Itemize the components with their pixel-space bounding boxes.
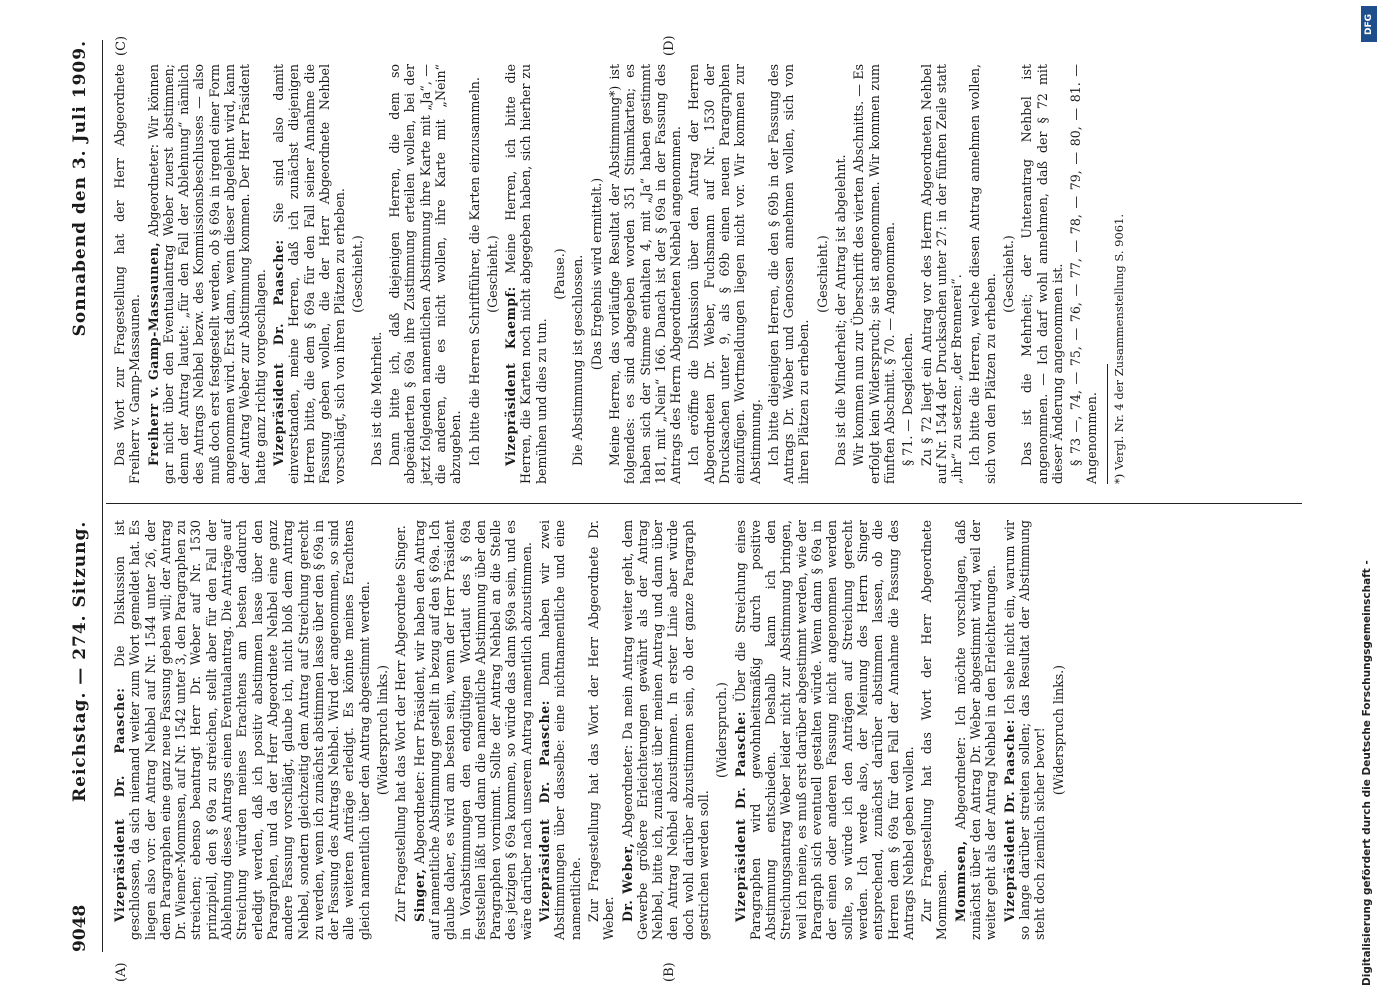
paragraph (369, 64, 384, 484)
speaker-name: Singer, (411, 868, 427, 922)
paragraph (686, 64, 762, 484)
paragraph-text: Das Wort zur Fragestellung hat der Herr Abgeordnete Freiherr v. Gamp-Massaunen. (112, 64, 143, 484)
paragraph-text: Die Diskussion ist geschlossen, da sich niemand weiter zum Wort gemeldet hat. Es liegen also vor: der Antrag Nehbel auf Nr. 1544 unter 26, der dem Paragraphen eine ganz neue Fassung geben will; der Antrag Dr. Wiemer-Mommsen, auf Nr. 1542 unter 3, den Paragraphen zu streichen; ebenso beantragt Herr Dr. Weber auf Nr. 1530 prinzipiell, den § 69a zu streichen, stellt aber für den Fall der Ablehnung dieses Antrags einen Eventualantrag. Die Anträge auf Streichung würden meines Erachtens am besten dadurch erledigt werden, daß ich positiv abstimmen lasse über den Paragraphen, und da der Herr Abgeordnete Nehbel eine ganz andere Fassung vorschlägt, glaube ich, nicht bloß dem Antrag Nehbel, sondern gleichzeitig dem Antrag auf Streichung gerecht zu werden, wenn ich zunächst abstimmen lasse über den § 69a in der Fassung des Antrags Nehbel. Wird der angenommen, so sind alle weiteren Anträge erledigt. Es könnte meines Erachtens gleich namentlich über den Antrag abgestimmt werden. (112, 520, 372, 940)
paragraph (146, 64, 268, 484)
paragraph (714, 520, 729, 940)
paragraph-text: (Widerspruch.) (714, 682, 730, 778)
paragraph-text: (Geschieht.) (484, 235, 500, 313)
paragraph (503, 64, 549, 484)
margin-mark-a: (A) (114, 962, 129, 982)
speaker-name: Vizepräsident Dr. Paasche: (1001, 719, 1017, 922)
paragraph-text: Zur Fragestellung hat das Wort der Herr Abgeordnete Singer. (393, 525, 409, 922)
paragraph (833, 64, 848, 484)
running-title-left: Reichstag. — 274. Sitzung. (70, 520, 90, 802)
paragraph (375, 520, 390, 940)
margin-mark-b: (B) (662, 962, 677, 982)
paragraph (586, 520, 617, 940)
paragraph-text: Abgeordneter: Ich möchte vorschlagen, daß zunächst über den Antrag Dr. Weber abgestimmt wird, weil der weiter geht als der Antrag Nehbel in den Erleichterungen. (952, 520, 999, 940)
paragraph-text: Abgeordneter: Herr Präsident, wir haben den Antrag auf namentliche Abstimmung gestellt in bezug auf den § 69a. Ich glaube daher, es wird am besten sein, wenn der Herr Präsident in Vorabstimmungen den endgültigen Wortlaut des § 69a feststellen läßt und dann die namentliche Abstimmung über den Paragraphen vornimmt. Sollte der Antrag Nehbel an die Stelle des jetzigen § 69a kommen, so würde das dann §69a sein, und es wäre darüber nach unserem Antrag namentlich abzustimmen. (411, 520, 534, 940)
paragraph-text: Zur Fragestellung hat das Wort der Herr Abgeordnete Mommsen. (919, 520, 950, 940)
margin-mark-d: (D) (662, 35, 677, 56)
paragraph-text: § 73 —, 74, — 75, — 76, — 77, — 78, — 79, — 80, — 81. — Angenommen. (1068, 64, 1099, 484)
paragraph-text: Über die Streichung eines Paragraphen wird gewohnheitsmäßig durch positive Abstimmung entschieden. Deshalb kann ich den Streichungsantrag Weber leider nicht zur Abstimmung bringen, weil ich meine, es muß erst darüber abgestimmt werden, wie der Paragraph sich eventuell gestalten würde. Wenn dann § 69a in der einen oder anderen Fassung nicht angenommen werden sollte, so würde ich den Anträgen auf Streichung gerecht werden. Ich werde also, der Meinung des Herrn Singer entsprechend, zunächst darüber abstimmen lassen, ob die Herren dem § 69a für den Fall der Annahme die Fassung des Antrags Nehbel geben wollen. (732, 520, 916, 940)
paragraph (589, 64, 604, 484)
footnote: *) Vergl. Nr. 4 der Zusammenstellung S. 9061. (1111, 213, 1126, 484)
paragraph-text: (Geschieht.) (1001, 235, 1017, 313)
paragraph (919, 64, 965, 484)
paragraph-text: (Widerspruch links.) (375, 664, 391, 796)
paragraph (350, 64, 365, 484)
paragraph (607, 64, 683, 484)
paragraph-text: Das ist die Mehrheit; der Unterantrag Nehbel ist angenommen. — Ich darf wohl annehmen, daß der § 72 mit dieser Änderung angenommen ist. (1019, 64, 1065, 484)
header-rule (102, 40, 103, 952)
paragraph (1002, 520, 1048, 940)
paragraph-text: Ich sehe nicht ein, warum wir so lange darüber streiten sollen; das Resultat der Abstimmung steht doch ziemlich sicher bevor! (1001, 520, 1048, 940)
paragraph (271, 64, 347, 484)
paragraph-text: Die Abstimmung ist geschlossen. (570, 254, 586, 466)
paragraph-text: (Das Ergebnis wird ermittelt.) (588, 177, 604, 371)
speaker-name: Vizepräsident Dr. Paasche: (537, 700, 553, 922)
digitization-credit: Digitalisierung gefördert durch die Deutsche Forschungsgemeinschaft - (1361, 560, 1373, 986)
speaker-name: Vizepräsident Dr. Paasche: (732, 711, 748, 922)
paragraph-text: Ich bitte die Herren, welche diesen Antrag annehmen wollen, sich von den Plätzen zu erheben. (967, 64, 998, 484)
paragraph-text: (Geschieht.) (350, 235, 366, 313)
column-divider (106, 503, 1302, 504)
paragraph (570, 64, 585, 484)
paragraph-text: Ich eröffne die Diskussion über den Antrag der Herren Abgeordneten Dr. Weber, Fuchsmann auf Nr. 1530 der Drucksachen unter 9, als § 69b einen neuen Paragraphen einzufügen. Wortmeldungen liegen nicht vor. Wir kommen zur Abstimmung. (686, 64, 763, 484)
paragraph (919, 520, 950, 940)
paragraph (552, 64, 567, 484)
paragraph (766, 64, 812, 484)
running-title-right: Sonnabend den 3. Juli 1909. (70, 40, 90, 337)
paragraph (393, 520, 408, 940)
paragraph (112, 64, 143, 484)
paragraph-text: Abgeordneter: Wir können gar nicht über den Eventualantrag Weber zuerst abstimmen; denn der Antrag lautet: „für den Fall der Ablehnung“ nämlich des Antrags Nehbel bezw. des Kommissionsbeschlusses — also muß doch erst festgestellt werden, ob § 69a in irgend einer Form angenommen wird. Erst dann, wenn dieser abgelehnt wird, kann der Antrag Weber zur Abstimmung kommen. Der Herr Präsident hatte ganz richtig vorgeschlagen. (145, 64, 268, 484)
paragraph-text: Ich bitte die Herren Schriftführer, die Karten einzusammeln. (466, 77, 482, 466)
speaker-name: Freiherr v. Gamp-Massaunen, (145, 241, 161, 466)
paragraph (967, 64, 998, 484)
paragraph (620, 520, 712, 940)
paragraph (467, 64, 482, 484)
page-number: 9048 (70, 904, 90, 952)
paragraph (387, 64, 463, 484)
paragraph-text: Abgeordneter: Da mein Antrag weiter geht, dem Gewerbe größere Erleichterungen gewährt als der Antrag Nehbel, bitte ich, zunächst über meinen Antrag und dann über den Antrag Nehbel abzustimmen. In erster Linie aber würde doch wohl darüber abzustimmen sein, ob der ganze Paragraph gestrichen werden soll. (619, 519, 711, 940)
paragraph (733, 520, 917, 940)
paragraph-text: Zu § 72 liegt ein Antrag vor des Herrn Abgeordneten Nehbel auf Nr. 1544 der Drucksachen unter 27: in der fünften Zeile statt „ihr“ zu setzen: „der Brennerei“. (918, 64, 965, 484)
footnote-rule (1107, 364, 1108, 484)
paragraph-text: Zur Fragestellung hat das Wort der Herr Abgeordnete Dr. Weber. (585, 520, 617, 940)
paragraph (851, 64, 897, 484)
paragraph-text: Wir kommen nun zur Überschrift des vierten Abschnitts. — Es erfolgt kein Widerspruch; sie ist angenommen. Wir kommen zum fünften Abschnitt. § 70. — Angenommen. (851, 64, 897, 484)
paragraph-text: Das ist die Minderheit; der Antrag ist abgelehnt. (833, 154, 849, 466)
speaker-name: Vizepräsident Dr. Paasche: (112, 687, 127, 922)
paragraph-text: Dann bitte ich, daß diejenigen Herren, die dem so abgeänderten § 69a ihre Zustimmung erteilen wollen, bei der jetzt folgenden namentlichen Abstimmung ihre Karte mit „Ja“, — die anderen, die es nicht wollen, ihre Karte mit „Nein“ abzugeben. (387, 64, 464, 484)
speaker-name: Vizepräsident Kaempf: (503, 286, 519, 466)
paragraph-text: Das ist die Mehrheit. (368, 331, 384, 466)
page-header (70, 40, 100, 952)
paragraph (1068, 64, 1099, 484)
scanned-page (22, 0, 1342, 1000)
dfg-logo: DFG (1361, 6, 1377, 42)
speaker-name: Mommsen, (952, 840, 968, 922)
paragraph (900, 64, 915, 484)
margin-mark-c: (C) (114, 35, 129, 56)
paragraph (1019, 64, 1065, 484)
paragraph (953, 520, 999, 940)
paragraph (485, 64, 500, 484)
paragraph-text: (Pause.) (552, 248, 568, 300)
paragraph (412, 520, 534, 940)
paragraph (815, 64, 830, 484)
left-column (112, 520, 1069, 940)
paragraph-text: Ich bitte diejenigen Herren, die den § 69b in der Fassung des Antrags Dr. Weber und Genossen annehmen wollen, sich von ihren Plätzen zu erheben. (765, 64, 812, 484)
paragraph (537, 520, 583, 940)
paragraph-text: Meine Herren, das vorläufige Resultat der Abstimmung*) ist folgendes: es sind abgegeben worden 351 Stimmkarten; es haben sich der Stimme enthalten 4, mit „Ja“ haben gestimmt 181, mit „Nein“ 166. Danach ist der § 69a in der Fassung des Antrags des Herrn Abgeordneten Nehbel angenommen. (606, 64, 684, 484)
paragraph-text: Meine Herren, ich bitte die Herren, die Karten noch nicht abgegeben haben, sich hierher zu bemühen und dies zu tun. (503, 63, 549, 484)
right-column (112, 64, 1127, 484)
paragraph (112, 520, 372, 940)
paragraph-text: (Widerspruch links.) (1050, 664, 1066, 796)
paragraph-text: (Geschieht.) (814, 235, 830, 313)
paragraph-text: Dann haben wir zwei Abstimmungen über dasselbe: eine nichtnamentliche und eine namentliche. (537, 520, 583, 940)
paragraph-text: Sie sind also damit einverstanden, meine Herren, daß ich zunächst diejenigen Herren bitte, die dem § 69a für den Fall seiner Annahme die Fassung geben wollen, die der Herr Abgeordnete Nehbel vorschlägt, sich von ihren Plätzen zu erheben. (270, 64, 348, 484)
speaker-name: Dr. Weber, (619, 842, 635, 922)
speaker-name: Vizepräsident Dr. Paasche: (270, 239, 286, 466)
paragraph (1051, 520, 1066, 940)
paragraph-text: § 71. — Desgleichen. (900, 332, 916, 466)
paragraph (1001, 64, 1016, 484)
